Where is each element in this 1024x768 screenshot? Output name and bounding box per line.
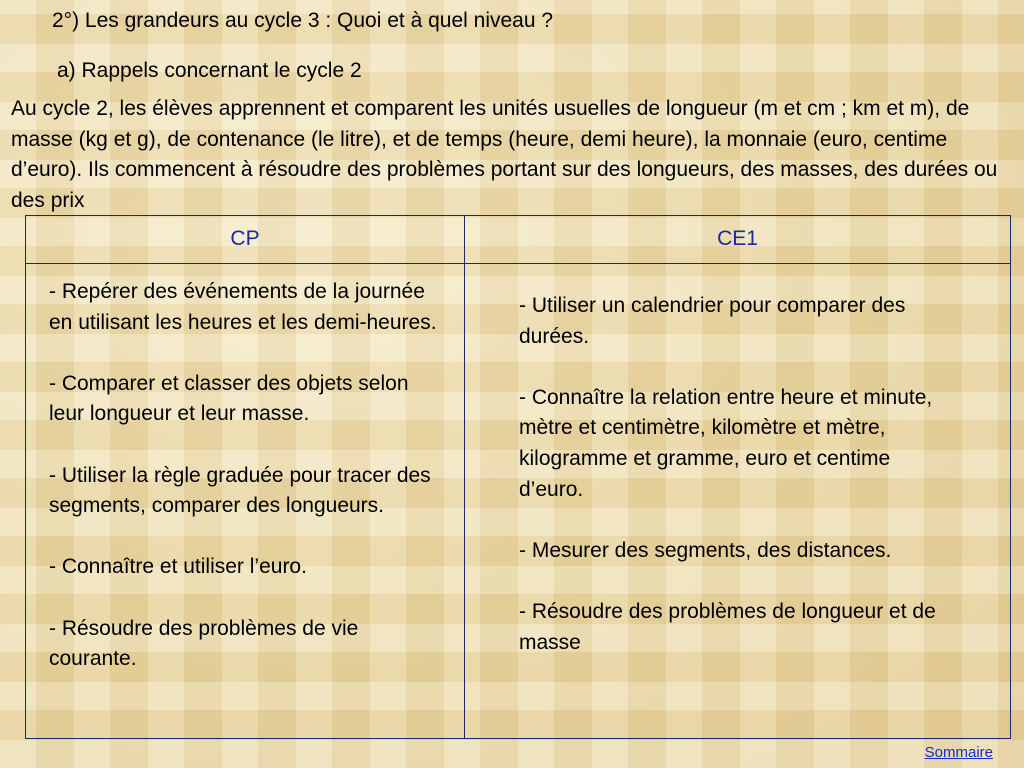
- ce1-item: - Résoudre des problèmes de longueur et de masse: [519, 599, 936, 654]
- ce1-item: - Utiliser un calendrier pour comparer des durées.: [519, 294, 906, 348]
- sommaire-link[interactable]: Sommaire: [924, 744, 993, 761]
- table-header-cp: CP: [26, 216, 465, 264]
- cp-item: - Connaître et utiliser l’euro.: [49, 555, 307, 579]
- table-header-ce1: CE1: [465, 216, 1010, 264]
- page-title: 2°) Les grandeurs au cycle 3 : Quoi et à quel niveau ?: [52, 9, 554, 32]
- cp-column: [26, 264, 465, 738]
- cp-item: - Repérer des événements de la journée en utilisant les heures et les demi-heures.: [49, 280, 437, 334]
- cp-item: - Comparer et classer des objets selon leur longueur et leur masse.: [49, 371, 409, 426]
- comparison-table: [25, 215, 1011, 739]
- cp-item: - Utiliser la règle graduée pour tracer des segments, comparer des longueurs.: [49, 463, 431, 518]
- ce1-item: - Mesurer des segments, des distances.: [519, 538, 892, 562]
- intro-paragraph: Au cycle 2, les élèves apprennent et comparent les unités usuelles de longueur (m et cm ; km et m), de masse (kg et g), de contenance (le litre), et de temps (heure, demi heure), la monnaie (euro, centime d’euro). Ils commencent à résoudre des problèmes portant sur des longueurs, des masses, des durées ou des prix: [11, 97, 998, 212]
- section-subtitle: a) Rappels concernant le cycle 2: [57, 59, 362, 82]
- ce1-item: - Connaître la relation entre heure et minute, mètre et centimètre, kilomètre et mètre, kilogramme et gramme, euro et centime d’euro.: [519, 385, 933, 501]
- cp-item: - Résoudre des problèmes de vie courante.: [49, 616, 359, 671]
- ce1-column: [465, 264, 1010, 738]
